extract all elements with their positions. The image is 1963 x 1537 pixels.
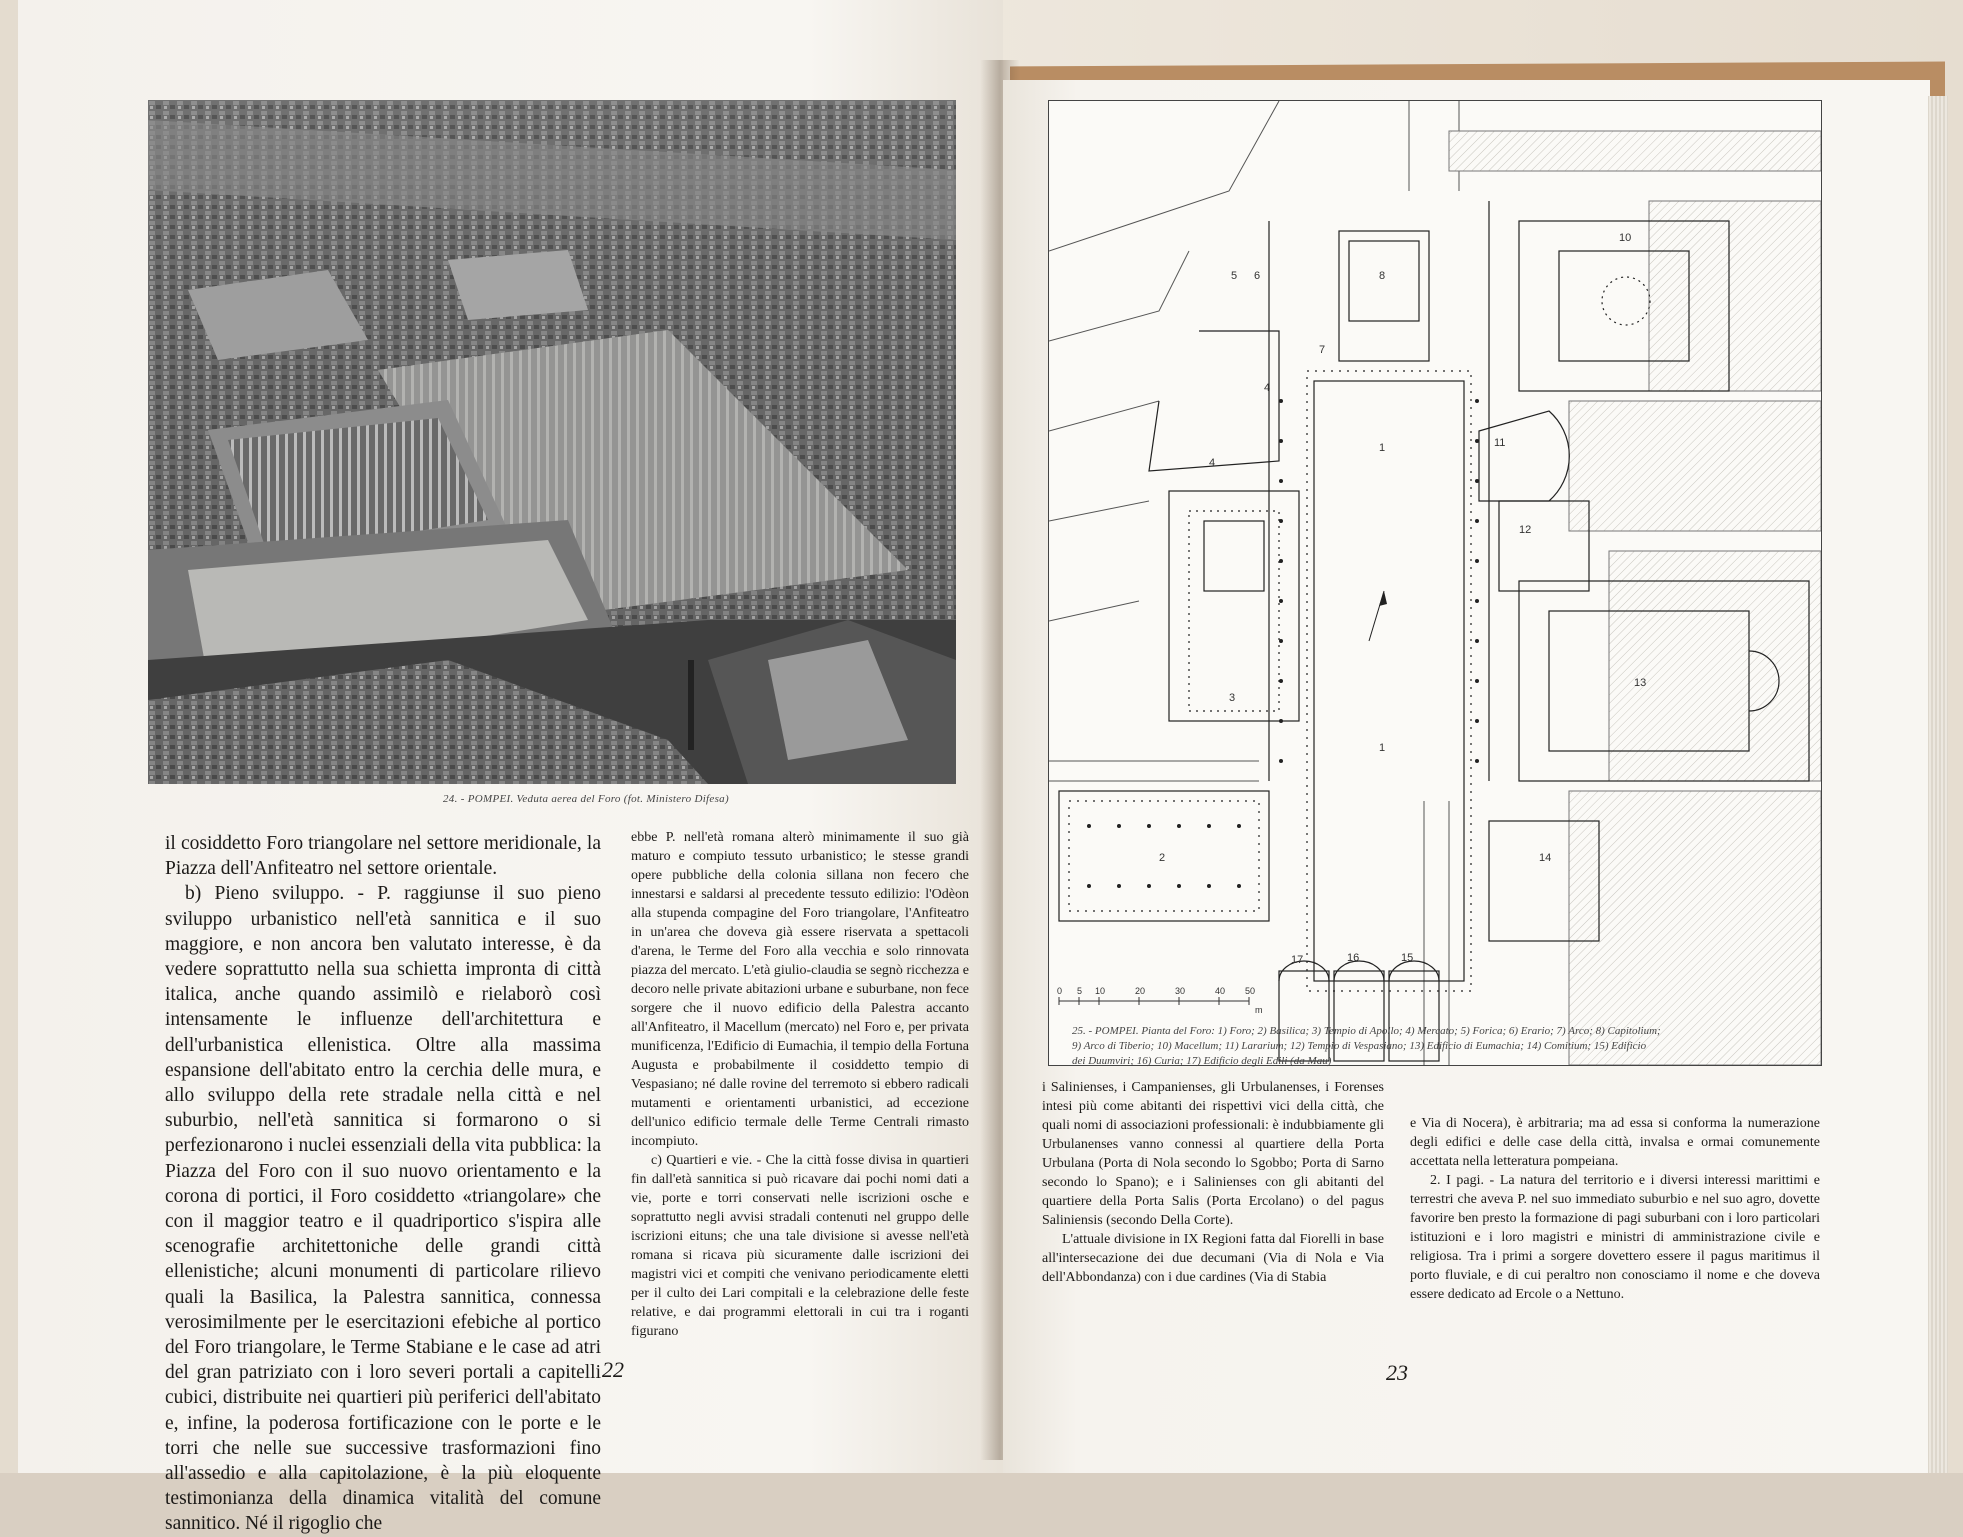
plan-label: 8 bbox=[1379, 270, 1386, 282]
paragraph: b) Pieno sviluppo. - P. raggiunse il suo pieno sviluppo urbanistico nell'età sannitica e il suo maggiore, e non ancora ben valutato interesse, è da vedere soprattutto nella sua schietta impronta di città italica, anche quando assimilò e rielaborò così intensamente le influenze dell'architettura e dell'urbanistica ellenistica. Oltre alla massima espansione dell'abitato entro la cerchia delle mura, e allo sviluppo della rete stradale nella città e nel suburbio, nell'età sannitica si formarono o si perfezionarono i nuclei essenziali della vita pubblica: la Piazza del Foro con il suo nuovo orientamento e la corona di portici, il Foro cosiddetto «triangolare» che con il maggior teatro e il quadriportico s'ispira alle scenografie architettoniche delle grandi città ellenistiche; alcuni monumenti di particolare rilievo quali la Basilica, la Palestra sannitica, connessa verosimilmente per le esercitazioni efebiche al portico del Foro triangolare, le Terme Stabiane e le case ad atri del gran patriziato con i loro severi portali a capitelli cubici, distribuite nei quartieri più periferici dell'abitato e, infine, la poderosa fortificazione con le porte e le torri che nelle sue successive trasformazioni fino all'assedio e alla capitolazione, è la più eloquente testimonianza della dinamica vitalità del comune sannitico. Né il rigoglio che bbox=[165, 883, 601, 1535]
paragraph: 2. I pagi. - La natura del territorio e i diversi interessi marittimi e terrestri che aveva P. nel suo immediato suburbio e nel suo agro, dovette favorire ben presto la formazione di pagi suburbani con i loro particolari istituzioni e i loro magistri e ministri di amministrazione civile e religiosa. Tra i primi a sorgere dovettero essere il pagus maritimus il porto fluviale, e di cui peraltro non conosciamo il nome e che doveva essere dedicato ad Ercole o a Nettuno. bbox=[1410, 1173, 1820, 1302]
scale-label: 40 bbox=[1215, 986, 1226, 996]
plan-label: 3 bbox=[1229, 692, 1236, 704]
page-number-left: 22 bbox=[602, 1357, 624, 1382]
scale-label: 10 bbox=[1095, 986, 1106, 996]
plan-label: 5 bbox=[1231, 270, 1238, 282]
plan-label: 13 bbox=[1634, 677, 1647, 689]
plan-label: 12 bbox=[1519, 524, 1532, 536]
paragraph: ebbe P. nell'età romana alterò minimamente il suo già maturo e compiuto tessuto urbanistico; le stesse grandi opere pubbliche della colonia sillana non fecero che innestarsi e saldarsi al precedente tessuto edilizio: l'Odèon alla stupenda compagine del Foro triangolare, l'Anfiteatro in un'area che doveva già essere riservata a spettacoli d'arena, le Terme del Foro alla vecchia e solo rinnovata piazza del mercato. L'età giulio-claudia se segnò ricchezza e decoro nelle private abitazioni urbane e suburbane, non fece sorgere che il nuovo edificio della Palestra accanto all'Anfiteatro, il Macellum (mercato) nel Foro e, per privata munificenza, l'Edificio di Eumachia, il tempio della Fortuna Augusta e probabilmente il cosiddetto tempio di Vespasiano; né dalle rovine del terremoto si ebbero radicali mutamenti e orientamenti urbanistici, ad eccezione dell'unico edificio termale delle Terme Centrali rimasto incompiuto. bbox=[631, 830, 969, 1149]
left-page-column-1 bbox=[165, 831, 601, 1537]
scale-label: 0 bbox=[1057, 986, 1063, 996]
plan-label: 1 bbox=[1379, 442, 1386, 454]
plan-label: 7 bbox=[1319, 344, 1326, 356]
scale-label: 5 bbox=[1077, 986, 1083, 996]
plan-label: 6 bbox=[1254, 270, 1261, 282]
photo-caption-number: 24. bbox=[443, 793, 458, 805]
plan-label: 15 bbox=[1401, 952, 1414, 964]
scale-label: 50 bbox=[1245, 986, 1256, 996]
plan-label: 11 bbox=[1494, 437, 1506, 449]
photo-caption-text: - POMPEI. Veduta aerea del Foro (fot. Ministero Difesa) bbox=[460, 793, 729, 805]
plan-caption bbox=[1072, 1024, 1852, 1069]
plan-caption-line: dei Duumviri; 16) Curia; 17) Edificio degli Edili (da Mau) bbox=[1072, 1055, 1332, 1067]
plan-label: 2 bbox=[1159, 852, 1166, 864]
paragraph: L'attuale divisione in IX Regioni fatta dal Fiorelli in base all'intersecazione dei due decumani (Via di Nola e Via dell'Abbondanza) con i due cardines (Via di Stabia bbox=[1042, 1232, 1384, 1285]
paragraph: e Via di Nocera), è arbitraria; ma ad essa si conforma la numerazione degli edifici e delle case della città, invalsa e ormai comunemente accettata nella letteratura pompeiana. bbox=[1410, 1116, 1820, 1169]
plan-label: 14 bbox=[1539, 852, 1552, 864]
right-page-column-2 bbox=[1410, 1114, 1820, 1304]
plan-label: 16 bbox=[1347, 952, 1360, 964]
paragraph: i Salinienses, i Campanienses, gli Urbulanenses, i Forenses intesi più come abitanti dei rispettivi vici della città, che quali nomi di associazioni professionali: è indubbiamente gli Urbulanenses vanno connessi al quartiere della Porta Urbulana (Porta di Nola secondo lo Sgobbo; Porta di Sarno secondo lo Spano); e i Salinienses con gli abitanti del quartiere della Porta Salis (Porta Ercolano) o del pagus Saliniensis (secondo Della Corte). bbox=[1042, 1080, 1384, 1228]
plan-label: 17 bbox=[1291, 954, 1304, 966]
page-number-right: 23 bbox=[1386, 1360, 1408, 1385]
scale-label: 30 bbox=[1175, 986, 1186, 996]
plan-label: 4 bbox=[1264, 382, 1271, 394]
paragraph: c) Quartieri e vie. - Che la città fosse divisa in quartieri fin dall'età sannitica si può ricavare dai pochi nomi dati a vie, porte e torri conservati nelle iscrizioni osche e soprattutto negli avvisi stradali contenuti nel gruppo delle iscrizioni eituns; che una tale divisione si avesse nell'età romana si ricava più sicuramente dalle iscrizioni dei magistri vici et compiti che venivano periodicamente eletti per il culto dei Lari compitali e la celebrazione delle feste relative, e dai programmi elettorali in cui tra i roganti figurano bbox=[631, 1153, 969, 1339]
right-page-column-1 bbox=[1042, 1078, 1384, 1287]
scale-label: 20 bbox=[1135, 986, 1146, 996]
plan-caption-line: 9) Arco di Tiberio; 10) Macellum; 11) Lararium; 12) Tempio di Vespasiano; 13) Edificio di Eumachia; 14) Comitium; 15) Edificio bbox=[1072, 1040, 1647, 1052]
left-page-column-2 bbox=[631, 828, 969, 1341]
photo-caption bbox=[443, 793, 729, 805]
paragraph: il cosiddetto Foro triangolare nel settore meridionale, la Piazza dell'Anfiteatro nel settore orientale. bbox=[165, 833, 601, 880]
aerial-photo-forum bbox=[148, 100, 956, 784]
forum-plan-drawing bbox=[1048, 100, 1822, 1066]
plan-label: 1 bbox=[1379, 742, 1386, 754]
page-edges bbox=[1928, 96, 1948, 1473]
plan-label: 10 bbox=[1619, 232, 1632, 244]
plan-caption-line: 25. - POMPEI. Pianta del Foro: 1) Foro; 2) Basilica; 3) Tempio di Apollo; 4) Mercato; 5) Forica; 6) Erario; 7) Arco; 8) Capitolium; bbox=[1072, 1025, 1661, 1037]
scale-unit: m bbox=[1255, 1005, 1263, 1015]
plan-label: 4 bbox=[1209, 457, 1216, 469]
